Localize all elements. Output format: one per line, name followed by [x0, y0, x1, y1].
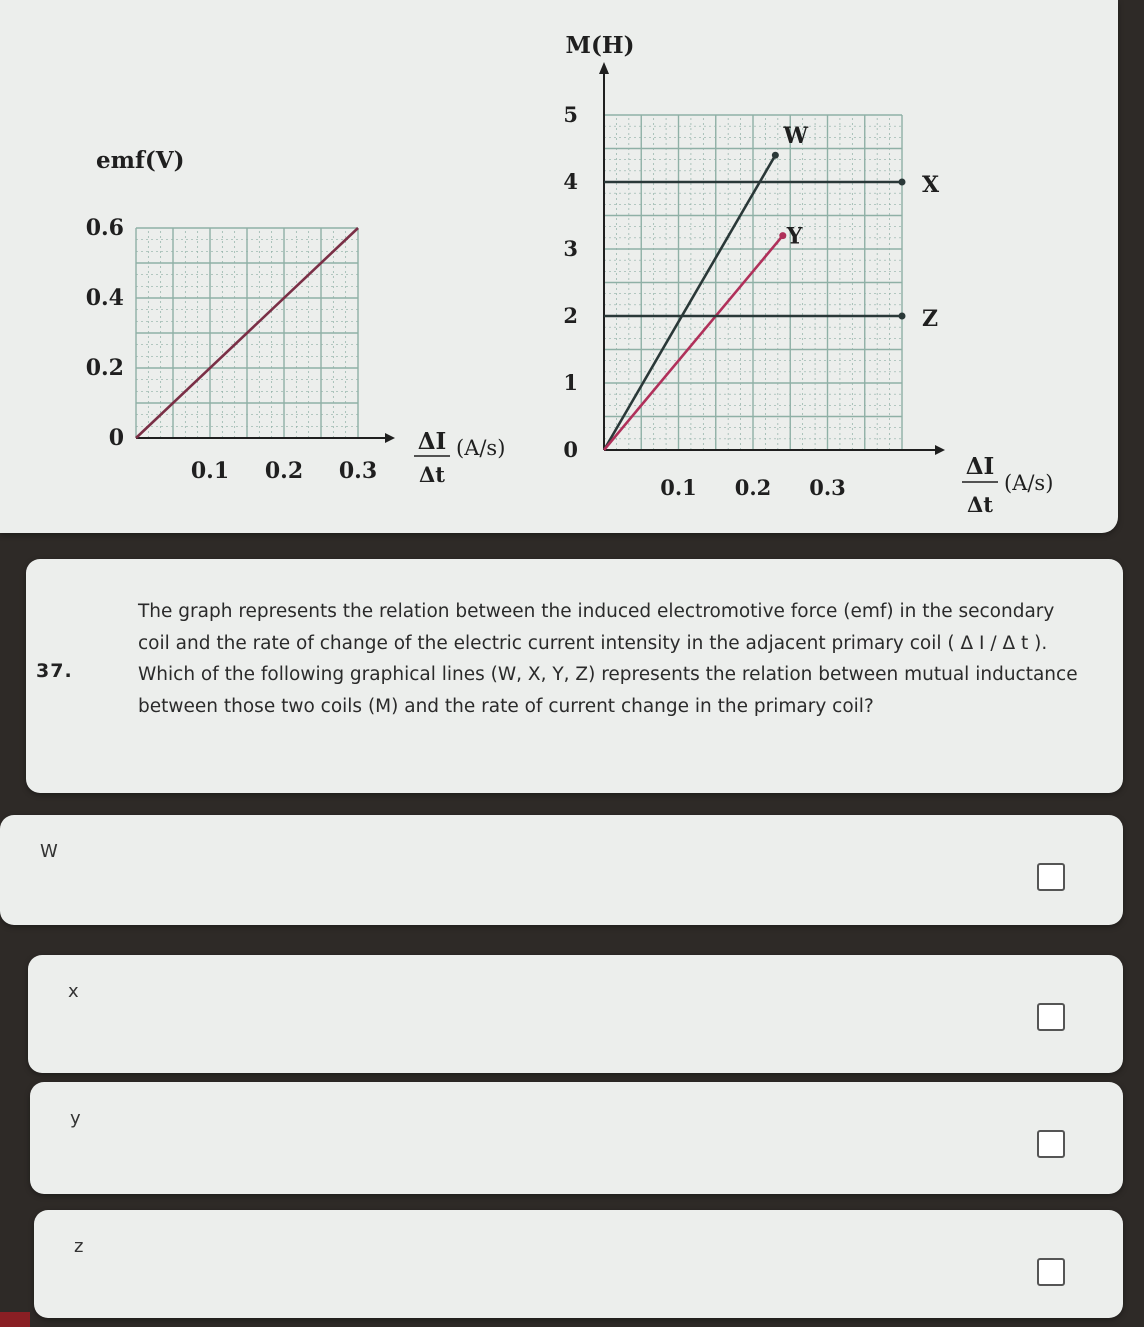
option-label: z	[74, 1236, 84, 1257]
y-tick-label: 5	[563, 102, 578, 127]
option-checkbox[interactable]	[1037, 1130, 1065, 1158]
series-end-marker	[899, 179, 906, 186]
series-end-marker	[899, 313, 906, 320]
series-label: X	[922, 172, 940, 198]
y-tick-label: 0.2	[85, 355, 124, 381]
series-label: W	[783, 123, 809, 150]
option-w[interactable]	[0, 815, 1123, 925]
y-tick-label: 4	[563, 169, 578, 194]
y-tick-label: 3	[563, 236, 578, 261]
figure-card	[0, 0, 1118, 533]
x-tick-label: 0.3	[338, 458, 378, 484]
question-number: 37.	[36, 660, 73, 682]
y-axis-arrow	[599, 62, 609, 74]
y-axis-label: M(H)	[565, 32, 635, 59]
series-line-w	[604, 155, 775, 450]
y-tick-label: 1	[563, 370, 578, 395]
option-checkbox[interactable]	[1037, 1258, 1065, 1286]
question-text: The graph represents the relation between the induced electromotive force (emf) in the secondary coil and the rate of change of the electric current intensity in the adjacent primary coil ( Δ I / Δ t ). Which of the following graphical lines (W, X, Y, Z) represents the relation between mutual inductance between those two coils (M) and the rate of current change in the primary coil?	[138, 601, 1078, 717]
series-line-y	[604, 236, 783, 450]
y-axis-label: emf(V)	[96, 147, 185, 174]
x-tick-label: 0.3	[809, 475, 846, 500]
charts-svg	[0, 0, 1118, 533]
x-axis-label-denominator: Δt	[419, 462, 445, 487]
x-axis-arrow	[935, 445, 945, 455]
series-label: Y	[786, 223, 803, 250]
x-tick-label: 0.2	[264, 458, 304, 484]
option-y[interactable]	[30, 1082, 1123, 1194]
y-tick-label: 0.4	[85, 285, 124, 311]
x-axis-unit: (A/s)	[1004, 471, 1054, 495]
series-end-marker	[772, 152, 779, 159]
y-tick-label: 0.6	[85, 215, 124, 241]
y-tick-label: 2	[563, 303, 578, 328]
option-x[interactable]	[28, 955, 1123, 1073]
x-axis-label-numerator: ΔI	[965, 453, 995, 480]
series-end-marker	[779, 232, 786, 239]
x-tick-label: 0.1	[190, 458, 230, 484]
option-label: W	[40, 841, 58, 862]
x-tick-label: 0.1	[660, 475, 697, 500]
series-label: Z	[922, 306, 939, 332]
y-tick-label: 0	[108, 425, 124, 451]
x-axis-unit: (A/s)	[456, 436, 506, 460]
option-label: x	[68, 981, 79, 1002]
x-axis-label-denominator: Δt	[967, 492, 993, 517]
option-checkbox[interactable]	[1037, 863, 1065, 891]
option-checkbox[interactable]	[1037, 1003, 1065, 1031]
option-label: y	[70, 1108, 81, 1129]
x-axis-label-numerator: ΔI	[417, 428, 447, 455]
x-tick-label: 0.2	[734, 475, 772, 500]
x-axis-arrow	[385, 433, 395, 443]
option-z[interactable]	[34, 1210, 1123, 1318]
progress-indicator	[0, 1312, 30, 1327]
y-tick-label: 0	[563, 437, 578, 462]
